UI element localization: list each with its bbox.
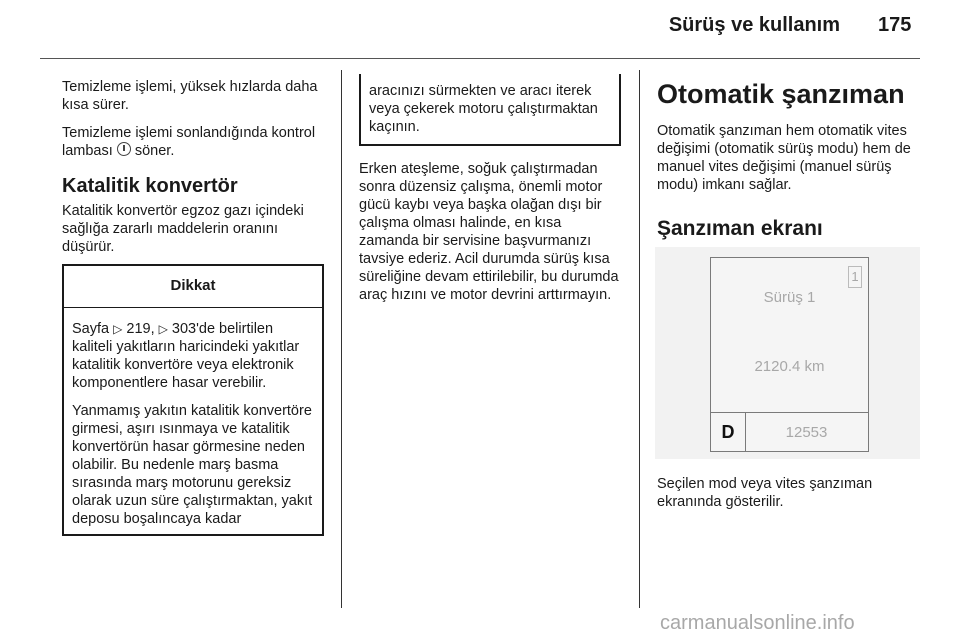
column-1 [62, 78, 324, 536]
heading-transmission-display: Şanzıman ekranı [657, 217, 823, 240]
paragraph-cleaning-lamp: Temizleme işlemi sonlandığında kontrol lambası söner. [62, 125, 316, 159]
triangle-right-icon: ▷ [113, 322, 123, 336]
display-caption-block [657, 475, 922, 521]
gear-indicator: 1 [848, 266, 862, 288]
column-divider-1 [341, 70, 342, 608]
display-odometer: 12553 [785, 424, 828, 441]
warning-box-continued: aracınızı sürmekten ve aracı iterek veya çekerek motoru çalıştırmaktan kaçının. [359, 74, 621, 146]
page-number: 175 [878, 14, 912, 36]
warning-paragraph-2: Yanmamış yakıtın katalitik konvertöre girmesi, aşırı ısınmaya ve katalitik konvertörün hasar görmesine neden olabilir. Bu nedenle marş basma sırasında marş motorunu gereksiz olarak uzun süre çalıştırmaktan, yakıt deposu boşalıncaya kadar [72, 403, 313, 527]
paragraph-transmission-intro: Otomatik şanzıman hem otomatik vites değişimi (otomatik sürüş modu) hem de manuel vites değişimi (manuel sürüş modu) imkanı sağlar. [657, 123, 911, 193]
warning-box [62, 264, 324, 536]
display-frame [710, 257, 869, 452]
column-divider-2 [639, 70, 640, 608]
column-2 [359, 74, 621, 314]
transmission-display-illustration [655, 247, 920, 459]
paragraph-catalytic-intro: Katalitik konvertör egzoz gazı içindeki sağlığa zararlı maddelerin oranını düşürür. [62, 203, 304, 255]
catalytic-lamp-icon [117, 142, 131, 156]
warning-box-body [64, 307, 322, 534]
page-link-219[interactable]: 219, [126, 321, 155, 337]
warning-box-title: Dikkat [64, 264, 322, 307]
page-header-title: Sürüş ve kullanım [668, 14, 840, 36]
paragraph-cleaning-speed: Temizleme işlemi, yüksek hızlarda daha kısa sürer. [62, 79, 318, 113]
display-trip-distance: 2120.4 km [754, 358, 825, 375]
display-drive-mode: Sürüş 1 [763, 289, 816, 306]
warning-paragraph-1: Sayfa ▷ 219, ▷ 303'de belirtilen kaliteli yakıtların haricindeki yakıtlar katalitik konvertöre veya elektronik komponentlere hasar verebilir. [72, 321, 300, 391]
paragraph-engine-faults: Erken ateşleme, soğuk çalıştırmadan sonra düzensiz çalışma, önemli motor gücü kaybı veya başka olağan dışı bir çalışma olması halinde, en kısa zamanda bir servisine başvurmanızı tavsiye ederiz. Acil durumda sürüş kısa süreliğine devam ettirilebilir, bu durumda araç hızını ve motor devrini arttırmayın. [359, 161, 619, 303]
heading-catalytic-converter: Katalitik konvertör [62, 175, 238, 197]
paragraph-display-caption: Seçilen mod veya vites şanzıman ekranında gösterilir. [657, 476, 873, 510]
triangle-right-icon: ▷ [158, 322, 168, 336]
header-divider [40, 58, 920, 59]
column-3 [657, 78, 922, 264]
heading-automatic-transmission: Otomatik şanzıman [657, 79, 905, 109]
display-selector-position: D [711, 413, 746, 452]
watermark: carmanualsonline.info [660, 612, 855, 634]
